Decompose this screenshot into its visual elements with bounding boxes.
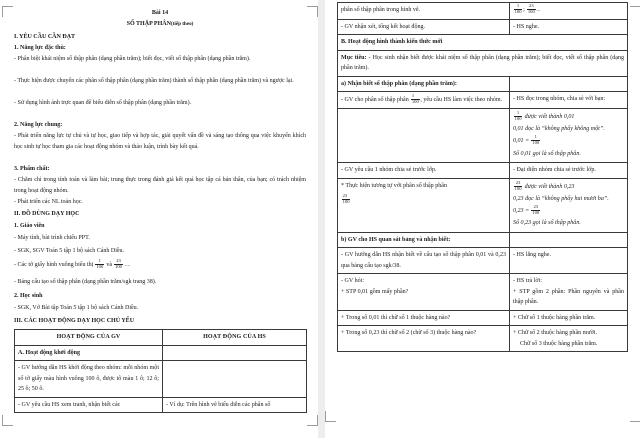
table-row-merged bbox=[338, 35, 628, 51]
heading-pham-chat: 3. Phẩm chất: bbox=[14, 166, 50, 172]
fraction-twentythree-hundredths: $\frac{23}{100}$ bbox=[527, 3, 535, 14]
giao-vien-fraction-prefix: - Các tờ giấy hình vuông biểu thị bbox=[14, 262, 94, 269]
table-row bbox=[338, 109, 628, 163]
cell-hs-nghe: - HS nghe. bbox=[510, 19, 628, 35]
cell-gv-hoi bbox=[338, 274, 510, 310]
activities-table-left bbox=[14, 329, 307, 413]
explain-023-line-1: $\frac{23}{100}$ được viết thành 0,23 bbox=[514, 179, 575, 191]
cell-gv-cho-phan-so bbox=[338, 92, 510, 109]
pham-chat-item-1: - Phát triển các NL toán học. bbox=[14, 199, 83, 205]
cell-gv-hoi-chu-so-2-3: + Trong số 0,23 thì chữ số 2 (chữ số 3) thuộc hàng nào? bbox=[338, 326, 510, 352]
gv-hoi-line-1: - GV hỏi: bbox=[341, 278, 365, 285]
activities-table-right bbox=[337, 2, 628, 352]
cell-hs-explain-023 bbox=[510, 178, 628, 232]
page-gutter-divider bbox=[318, 0, 325, 438]
page-right-sheet bbox=[337, 0, 629, 434]
crop-mark-bottom-left bbox=[325, 411, 336, 422]
thuc-hien-tuong-tu-text: * Thực hiện tương tự với phân số thập phân bbox=[341, 182, 447, 189]
cell-heading-hoat-dong-hinh-thanh: B. Hoạt động hình thành kiến thức mới bbox=[338, 35, 628, 51]
page-left-sheet bbox=[14, 2, 306, 432]
fraction-one-hundredth: $\frac{1}{100}$ bbox=[514, 110, 522, 121]
nang-luc-dac-thu-item-1: - Thực hiện được chuyển các phân số thập phân (dạng phần trăm) thành số thập phân (dạng phần trăm) và ngược lại. bbox=[14, 78, 294, 84]
table-row bbox=[338, 92, 628, 109]
giao-vien-fraction-tail: .... bbox=[125, 263, 130, 269]
table-row bbox=[338, 3, 628, 20]
cell-gv-hoat-dong-khoi-dong: A. Hoạt động khởi động bbox=[15, 345, 163, 361]
cell-hs-blank-b bbox=[510, 232, 628, 248]
explain-001-line-2: 0,01 đọc là “không phẩy không một”. bbox=[513, 126, 605, 133]
cell-gv-nhan-xet-tong-ket: - GV nhận xét, tổng kết hoạt động. bbox=[338, 19, 510, 35]
document-title-main: SỐ THẬP PHÂN bbox=[126, 21, 171, 27]
cell-hs-vi-du: - Ví dụ: Trên hình vẽ biểu diễn các phân số bbox=[163, 397, 307, 413]
cell-hs-tra-loi bbox=[510, 274, 628, 310]
table-row bbox=[338, 232, 628, 248]
nang-luc-dac-thu-item-2: - Sử dụng hình ảnh trực quan để biểu diễn số thập phân (dạng phần trăm). bbox=[14, 100, 192, 106]
table-row bbox=[338, 310, 628, 326]
nang-luc-chung-item-0: - Phát triển năng lực tự chủ và tự học, giao tiếp và hợp tác, giải quyết vấn đề và sáng tạo thông qua việc khuyến khích học sinh tự học tham gia các hoạt động nhóm và thảo luận, trình bày kết quả. bbox=[14, 133, 306, 151]
crop-mark-bottom-left bbox=[2, 415, 13, 426]
col-header-gv: HOẠT ĐỘNG CỦA GV bbox=[15, 330, 163, 346]
fraction-twentythree-hundredths: $\frac{23}{100}$ bbox=[115, 258, 122, 269]
crop-mark-top-right bbox=[307, 6, 318, 17]
crop-mark-top-right bbox=[630, 6, 640, 17]
page-right bbox=[325, 0, 640, 438]
table-row bbox=[338, 76, 628, 92]
cell-muc-tieu bbox=[338, 50, 628, 76]
cell-gv-yeu-cau-chia-se: - GV yêu cầu 1 nhóm chia sẻ trước lớp. bbox=[338, 163, 510, 179]
table-row bbox=[338, 248, 628, 274]
cell-heading-nhan-biet-stp: a) Nhận biết số thập phân (dạng phần trăm): bbox=[338, 76, 510, 92]
cell-gv-huong-dan-khoi-dong: - GV hướng dẫn HS khởi động theo nhóm: mỗi nhóm một số tờ giấy màu hình vuông 100 ô, được tô màu 1 ô; 12 ô; 25 ô; 50 ô. bbox=[15, 361, 163, 397]
fraction-twentythree-hundredths: $\frac{23}{100}$ bbox=[532, 204, 540, 216]
cell-hs-empty-0 bbox=[163, 345, 307, 361]
explain-001-line-3: 0,01 = $\frac{1}{100}$ bbox=[513, 134, 540, 146]
fraction-one-hundredth: $\frac{1}{100}$ bbox=[514, 3, 522, 14]
fraction-twentythree-hundredths: $\frac{23}{100}$ bbox=[514, 179, 522, 191]
cell-gv-yeu-cau-xem-tranh: - GV yêu cầu HS xem tranh, nhận biết các bbox=[15, 397, 163, 413]
gv-cho-phan-so-suffix: , yêu cầu HS làm việc theo nhóm. bbox=[420, 97, 503, 104]
nang-luc-dac-thu-item-0: - Phân biệt khái niệm số thập phân (dạng phần trăm); biết đọc, viết số thập phân (dạng phần trăm). bbox=[14, 56, 251, 62]
giao-vien-item-0: - Máy tính, bài trình chiếu PPT. bbox=[14, 235, 90, 241]
fraction-ellipsis: ... bbox=[536, 8, 541, 14]
cell-hs-dai-dien-chia-se: - Đại diện nhóm chia sẻ trước lớp. bbox=[510, 163, 628, 179]
giao-vien-fraction-mid: và bbox=[106, 262, 112, 269]
cell-hs-fraction-list bbox=[510, 3, 628, 20]
cell-hs-doc-trong-nhom: - HS đọc trong nhóm, chia sẻ với bạn: bbox=[510, 92, 628, 109]
document-title-suffix: (tiếp theo) bbox=[170, 21, 194, 27]
hs-chu-so-3: Chữ số 3 thuộc hàng phần trăm. bbox=[520, 340, 598, 347]
cell-gv-huong-dan-cau-tao: - GV hướng dẫn HS nhận biết về cấu tạo số thập phân 0,01 và 0,23 qua bảng cấu tạo sgk/38. bbox=[338, 248, 510, 274]
crop-mark-bottom-right bbox=[630, 411, 640, 422]
muc-tieu-label: Mục tiêu: bbox=[341, 54, 367, 61]
table-row bbox=[15, 361, 307, 397]
col-header-hs: HOẠT ĐỘNG CỦA HS bbox=[163, 330, 307, 346]
crop-mark-top-left bbox=[2, 6, 13, 17]
table-row bbox=[338, 274, 628, 310]
crop-mark-bottom-right bbox=[307, 415, 318, 426]
explain-023-line-4: Số 0,23 gọi là số thập phân. bbox=[513, 220, 581, 227]
document-title bbox=[14, 19, 306, 30]
explain-023-line-2: 0,23 đọc là “không phẩy hai mươi ba”. bbox=[513, 195, 609, 202]
explain-001-line-4: Số 0,01 gọi là số thập phân. bbox=[513, 150, 581, 157]
fraction-one-hundredth: $\frac{1}{100}$ bbox=[96, 258, 104, 269]
table-header-row bbox=[15, 330, 307, 346]
fraction-one-hundredth: $\frac{1}{100}$ bbox=[411, 93, 419, 105]
heading-nang-luc-dac-thu: 1. Năng lực đặc thù: bbox=[14, 45, 66, 51]
lesson-label: Bài 14 bbox=[151, 10, 169, 16]
table-row bbox=[338, 19, 628, 35]
cell-hs-chu-so-2-3 bbox=[510, 326, 628, 352]
heading-hoc-sinh: 2. Học sinh bbox=[14, 293, 43, 299]
giao-vien-item-1: - SGK, SGV Toán 5 tập 1 bộ sách Cánh Diều. bbox=[14, 248, 125, 254]
heading-nang-luc-chung: 2. Năng lực chung: bbox=[14, 122, 63, 128]
pham-chat-item-0: - Chăm chỉ trong tính toán và làm bài; trung thực trong đánh giá kết quả học tập cá bản thân, của bạn; có trách nhiệm trong hoạt động nhóm. bbox=[14, 177, 306, 195]
cell-heading-quan-sat-bang: b) GV cho HS quan sát bảng và nhận biết: bbox=[338, 232, 510, 248]
page-left bbox=[0, 0, 318, 438]
cell-hs-explain-001 bbox=[510, 109, 628, 163]
cell-hs-blank-a bbox=[510, 76, 628, 92]
hs-tra-loi-line-2: + STP gồm 2 phần: Phần nguyên và phần thập phân. bbox=[513, 288, 624, 306]
hs-chu-so-2: + Chữ số 2 thuộc hàng phần mười. bbox=[513, 330, 598, 337]
cell-gv-thuc-hien-tuong-tu bbox=[338, 178, 510, 232]
cell-gv-blank-explain-001 bbox=[338, 109, 510, 163]
muc-tieu-text: - Học sinh nhận biết được khái niệm số thập phân (dạng phần trăm); biết đọc, viết số thập phân (dạng phần trăm). bbox=[341, 54, 624, 72]
table-row bbox=[338, 326, 628, 352]
table-row bbox=[15, 397, 307, 413]
cell-gv-hoi-chu-so-1: + Trong số 0,01 thì chữ số 1 thuộc hàng nào? bbox=[338, 310, 510, 326]
table-row bbox=[338, 178, 628, 232]
heading-cac-hoat-dong: III. CÁC HOẠT ĐỘNG DẠY HỌC CHỦ YẾU bbox=[14, 318, 135, 324]
heading-do-dung-day-hoc: II. ĐỒ DÙNG DẠY HỌC bbox=[14, 211, 80, 217]
table-row-merged bbox=[338, 50, 628, 76]
explain-023-line-3: 0,23 = $\frac{23}{100}$ bbox=[513, 204, 540, 216]
gv-cho-phan-so-prefix: - GV cho phân số thập phân bbox=[341, 97, 409, 104]
cell-gv-phan-so-trong-hinh-ve: phân số thập phân trong hình vẽ. bbox=[338, 3, 510, 20]
cell-hs-chu-so-1: + Chữ số 1 thuộc hàng phần trăm. bbox=[510, 310, 628, 326]
heading-yeu-cau-can-dat: I. YÊU CẦU CẦN ĐẠT bbox=[14, 34, 76, 40]
gv-hoi-line-2: + STP 0,01 gồm mấy phần? bbox=[341, 288, 409, 295]
fraction-one-hundredth: $\frac{1}{100}$ bbox=[532, 134, 540, 146]
fraction-twentythree-hundredths: $\frac{23}{100}$ bbox=[342, 193, 350, 205]
cell-hs-lang-nghe: - HS lắng nghe. bbox=[510, 248, 628, 274]
table-row bbox=[15, 345, 307, 361]
explain-001-line-1: $\frac{1}{100}$ được viết thành 0,01 bbox=[514, 110, 575, 121]
fraction-separator: ; bbox=[523, 7, 525, 14]
hoc-sinh-item-0: - SGK, Vở Bài tập Toán 5 tập 1 bộ sách Cánh Diều. bbox=[14, 305, 139, 311]
heading-giao-vien: 1. Giáo viên bbox=[14, 223, 45, 229]
hs-tra-loi-line-1: - HS trả lời: bbox=[513, 278, 542, 285]
thuc-hien-tuong-tu-fraction bbox=[341, 194, 506, 205]
giao-vien-item-2: - Bảng cấu tạo số thập phân (dạng phần trăm/sgk trang 38). bbox=[14, 279, 157, 285]
table-row bbox=[338, 163, 628, 179]
giao-vien-item-fraction bbox=[14, 259, 306, 271]
cell-hs-empty-1 bbox=[163, 361, 307, 397]
